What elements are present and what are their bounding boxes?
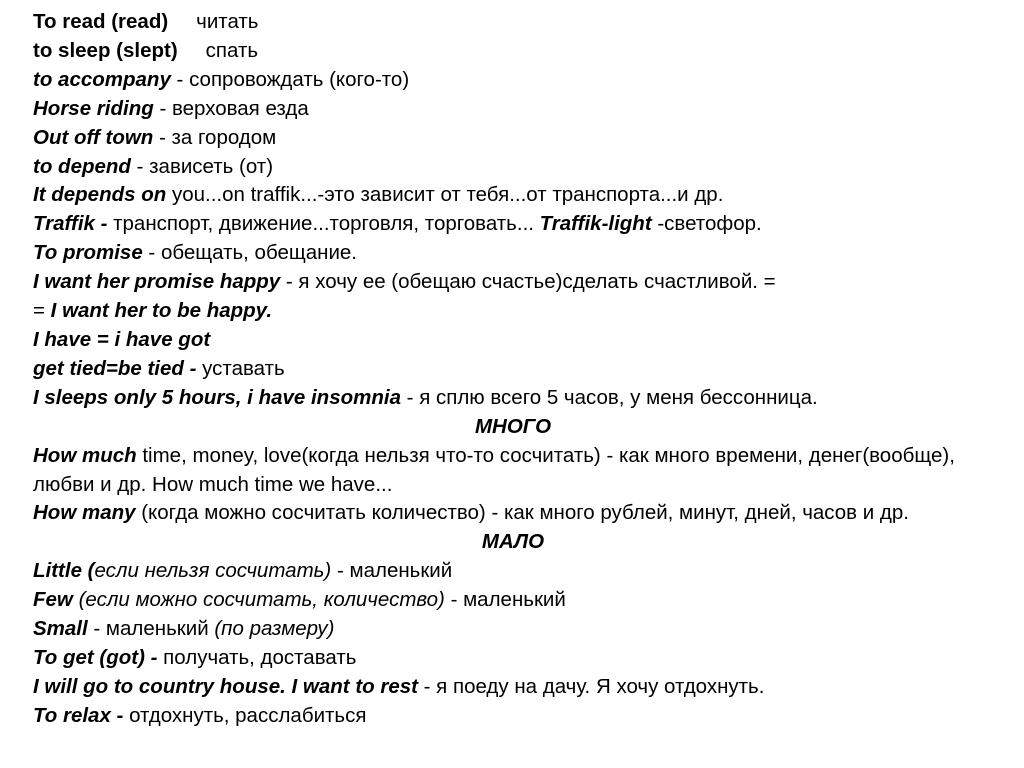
translation: - маленький <box>331 559 453 583</box>
term: I will go to country house. I want to rest <box>33 674 418 698</box>
term: Few <box>33 588 73 612</box>
entry-little <box>33 557 993 586</box>
translation: (когда можно сосчитать количество) - как много рублей, минут, дней, часов и др. <box>135 501 909 525</box>
entry-horse-riding <box>33 95 993 124</box>
translation: транспорт, движение...торговля, торговать... <box>107 212 540 236</box>
term-traffik-light: Traffik-light <box>539 212 652 236</box>
term: I sleeps only 5 hours, i have insomnia <box>33 385 401 409</box>
term: Traffik - <box>33 212 108 236</box>
term: To relax - <box>33 703 124 727</box>
vocabulary-page <box>33 8 993 731</box>
entry-i-want-her-to-be-happy <box>33 297 993 326</box>
translation: - я сплю всего 5 часов, у меня бессонница. <box>400 385 818 409</box>
term: get tied=be tied - <box>33 356 197 380</box>
translation: отдохнуть, расслабиться <box>123 703 367 727</box>
entry-it-depends-on <box>33 181 993 210</box>
entry-i-sleeps <box>33 384 993 413</box>
term: How much <box>33 443 137 467</box>
term: I want her to be happy. <box>50 299 273 323</box>
term: I have = i have got <box>33 327 211 351</box>
translation: - верховая езда <box>153 96 309 120</box>
entry-get-tied <box>33 355 993 384</box>
translation: читать <box>196 10 259 33</box>
term: Out off town <box>33 125 154 149</box>
entry-to-read <box>33 8 993 37</box>
entry-to-promise <box>33 239 993 268</box>
translation: - зависеть (от) <box>130 154 274 178</box>
entry-traffik <box>33 210 993 239</box>
term: Small <box>33 617 88 641</box>
translation: получать, доставать <box>157 645 357 669</box>
translation: - я хочу ее (обещаю счастье)сделать счастливой. = <box>280 270 776 294</box>
translation: -светофор. <box>651 212 762 236</box>
entry-to-get <box>33 644 993 673</box>
entry-to-sleep <box>33 37 993 66</box>
term: to sleep (slept) <box>33 38 178 62</box>
entry-out-off-town <box>33 124 993 153</box>
translation: - маленький <box>87 617 215 641</box>
term: I want her promise happy <box>33 270 281 294</box>
note: если нельзя сосчитать) <box>94 559 332 583</box>
entry-i-have <box>33 326 993 355</box>
heading-mnogo <box>33 413 993 442</box>
term: to depend <box>33 154 131 178</box>
translation: - за городом <box>153 125 277 149</box>
entry-to-relax <box>33 702 993 731</box>
translation: you...on traffik...-это зависит от тебя...от транспорта...и др. <box>166 183 724 207</box>
translation: - маленький <box>444 588 566 612</box>
translation: уставать <box>196 356 285 380</box>
section-heading: МНОГО <box>474 414 552 438</box>
translation: time, money, love(когда нельзя что-то сосчитать) - как много времени, денег(вообще), любви и др. How much time we have... <box>33 443 955 496</box>
translation: - я поеду на дачу. Я хочу отдохнуть. <box>417 674 765 698</box>
section-heading: МАЛО <box>481 530 545 554</box>
translation: - сопровождать (кого-то) <box>170 67 410 91</box>
entry-few <box>33 586 993 615</box>
term: To read (read) <box>33 10 169 33</box>
translation: спать <box>205 38 259 62</box>
entry-i-will-go <box>33 673 993 702</box>
equals-sign: = <box>33 299 51 323</box>
term: To promise <box>33 241 143 265</box>
term: Little ( <box>33 559 95 583</box>
term: How many <box>33 501 136 525</box>
note: (по размеру) <box>214 617 335 641</box>
term: to accompany <box>33 67 171 91</box>
entry-how-many <box>33 499 993 528</box>
entry-i-want-her-promise-happy <box>33 268 993 297</box>
translation: - обещать, обещание. <box>142 241 357 265</box>
note: (если можно сосчитать, количество) <box>72 588 445 612</box>
term: To get (got) - <box>33 645 158 669</box>
term: It depends on <box>33 183 167 207</box>
entry-small <box>33 615 993 644</box>
entry-how-much <box>33 442 993 500</box>
term: Horse riding <box>33 96 154 120</box>
heading-malo <box>33 528 993 557</box>
entry-to-accompany <box>33 66 993 95</box>
entry-to-depend <box>33 153 993 182</box>
